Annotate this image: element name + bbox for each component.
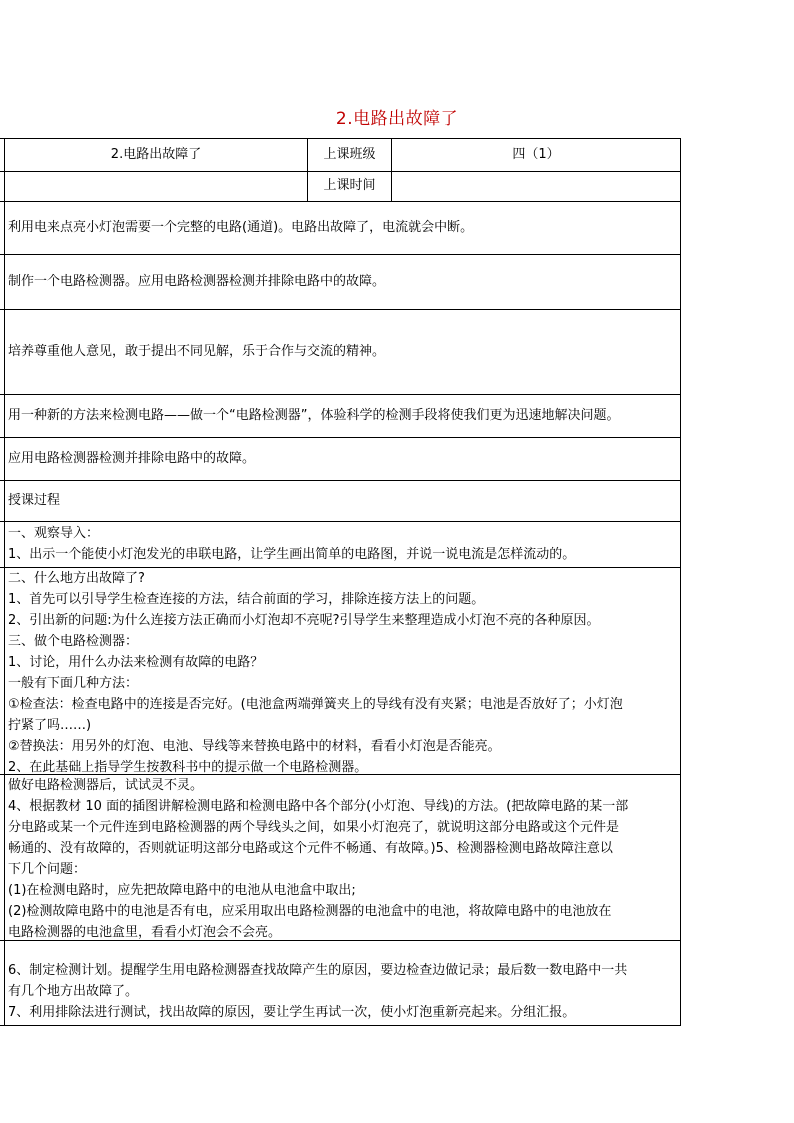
paragraph-line: 2、引出新的问题:为什么连接方法正确而小灯泡却不亮呢?引导学生来整理造成小灯泡不亮的各种原因。 [8, 613, 600, 628]
objective-text: 用一种新的方法来检测电路——做一个“电路检测器”，体验科学的检测手段将使我们更为迅速地解决问题。 [8, 408, 620, 423]
objective-attitude [8, 341, 680, 362]
objective-text: 培养尊重他人意见，敢于提出不同见解，乐于合作与交流的精神。 [8, 344, 386, 359]
paragraph-line: (1)在检测电路时，应先把故障电路中的电池从电池盒中取出; [8, 883, 356, 898]
paragraph-line: 2、在此基础上指导学生按教科书中的提示做一个电路检测器。 [8, 760, 368, 775]
process-heading [8, 490, 680, 511]
objective-key-point [8, 405, 680, 426]
paragraph-line: 一般有下面几种方法： [8, 676, 139, 691]
objective-text: 应用电路检测器检测并排除电路中的故障。 [8, 451, 256, 466]
process-heading-text: 授课过程 [8, 493, 61, 508]
paragraph-line: 畅通的、没有故障的，否则就证明这部分电路或这个元件不畅通、有故障。)5、检测器检测电路故障注意以 [8, 841, 613, 856]
paragraph-line: 做好电路检测器后，试试灵不灵。 [8, 778, 204, 793]
paragraph-line: 1、首先可以引导学生检查连接的方法，结合前面的学习，排除连接方法上的问题。 [8, 592, 485, 607]
section-observe-intro [8, 523, 680, 565]
paragraph-line: 拧紧了吗……) [8, 718, 92, 733]
section-test-detector [8, 775, 680, 943]
section-detection-plan [8, 960, 680, 1023]
paragraph-line: ②替换法：用另外的灯泡、电池、导线等来替换电路中的材料，看看小灯泡是否能亮。 [8, 739, 501, 754]
paragraph-line: 7、利用排除法进行测试，找出故障的原因，要让学生再试一次，使小灯泡重新亮起来。分组汇报。 [8, 1005, 576, 1020]
objective-knowledge [8, 217, 680, 238]
paragraph-line: 6、制定检测计划。提醒学生用电路检测器查找故障产生的原因，要边检查边做记录；最后数一数电路中一共 [8, 963, 628, 978]
section-fault-finding [8, 568, 680, 778]
paragraph-line: 有几个地方出故障了。 [8, 984, 139, 999]
paragraph-line: 1、出示一个能使小灯泡发光的串联电路，让学生画出简单的电路图，并说一说电流是怎样流动的。 [8, 547, 576, 562]
paragraph-line: ①检查法：检查电路中的连接是否完好。(电池盒两端弹簧夹上的导线有没有夹紧；电池是否放好了；小灯泡 [8, 697, 623, 712]
paragraph-line: 1、讨论，用什么办法来检测有故障的电路？ [8, 655, 264, 670]
paragraph-line: 二、什么地方出故障了? [8, 571, 145, 586]
paragraph-line: 电路检测器的电池盒里，看看小灯泡会不会亮。 [8, 925, 282, 940]
page-title: 2.电路出故障了 [335, 109, 459, 129]
objective-difficulty [8, 448, 680, 469]
lesson-name-cell: 2.电路出故障了 [110, 147, 202, 162]
paragraph-line: 分电路或某一个元件连到电路检测器的两个导线头之间，如果小灯泡亮了，就说明这部分电路或这个元件是 [8, 820, 620, 835]
class-value: 四（1） [512, 147, 560, 162]
objective-text: 利用电来点亮小灯泡需要一个完整的电路(通道)。电路出故障了，电流就会中断。 [8, 220, 474, 235]
paragraph-line: 下几个问题： [8, 862, 87, 877]
time-label: 上课时间 [323, 178, 376, 193]
objective-text: 制作一个电路检测器。应用电路检测器检测并排除电路中的故障。 [8, 274, 386, 289]
objective-skills [8, 271, 680, 292]
paragraph-line: 一、观察导入： [8, 526, 100, 541]
paragraph-line: (2)检测故障电路中的电池是否有电，应采用取出电路检测器的电池盒中的电池，将故障电路中的电池放在 [8, 904, 612, 919]
paragraph-line: 三、做个电路检测器： [8, 634, 139, 649]
class-label: 上课班级 [323, 147, 376, 162]
paragraph-line: 4、根据教材 10 面的插图讲解检测电路和检测电路中各个部分(小灯泡、导线)的方法。(把故障电路的某一部 [8, 799, 629, 814]
